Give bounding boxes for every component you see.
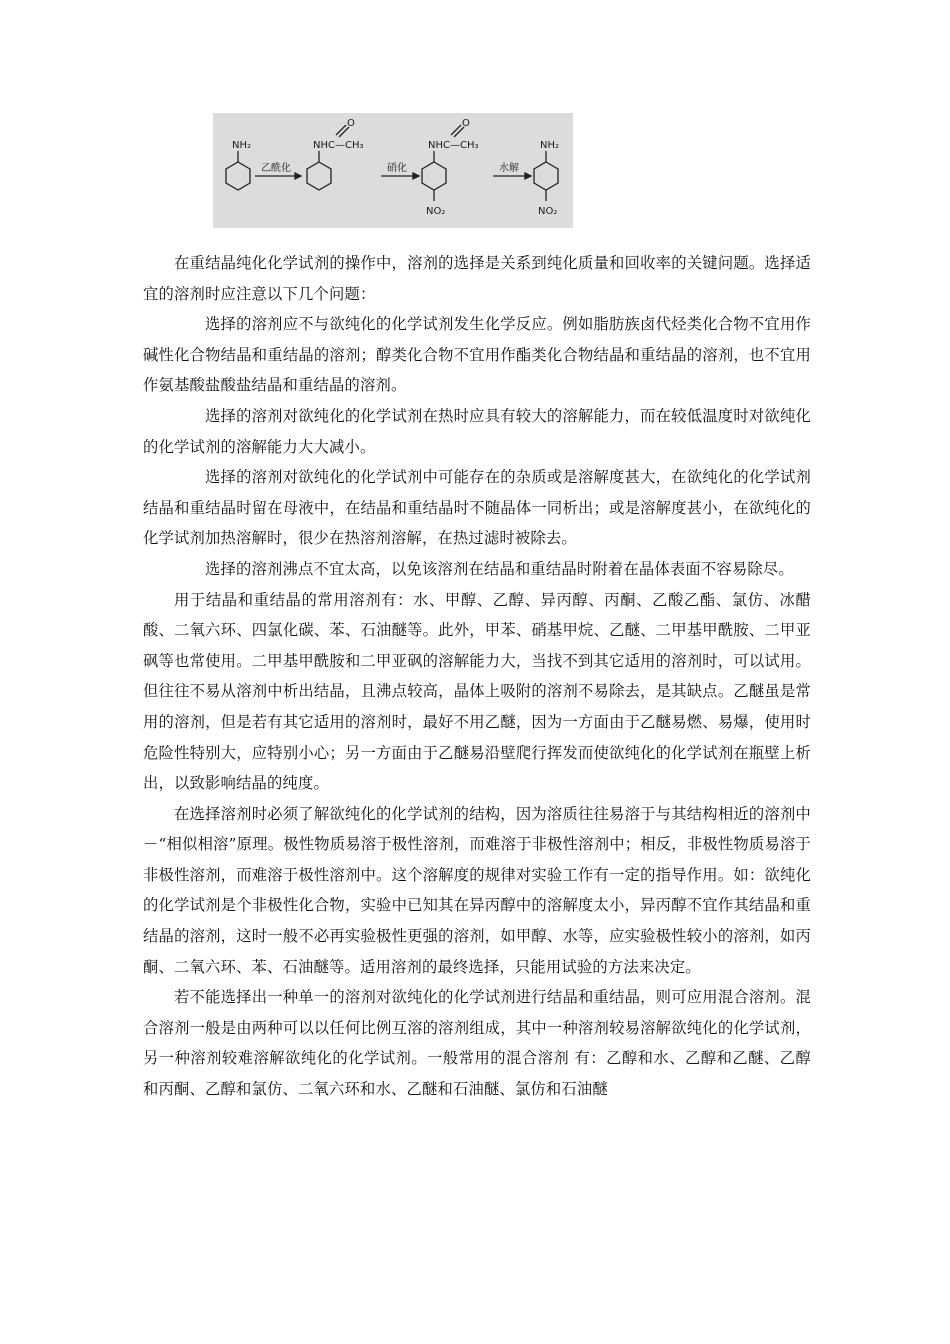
nitro-label-3: NO₂ xyxy=(426,206,446,217)
acetamide-label-3: NHC—CH₃ xyxy=(428,140,479,151)
step-hydrolysis: 水解 xyxy=(499,163,519,174)
reaction-scheme-image xyxy=(213,113,573,228)
paragraph-rule-temperature-solubility: 选择的溶剂对欲纯化的化学试剂在热时应具有较大的溶解能力，而在较低温度时对欲纯化的化学试剂的溶解能力大大减小。 xyxy=(143,406,811,456)
amine-label-1: NH₂ xyxy=(232,140,252,151)
paragraph-solvent-selection-intro: 在重结晶纯化化学试剂的操作中，溶剂的选择是关系到纯化质量和回收率的关键问题。选择适宜的溶剂时应注意以下几个问题： xyxy=(143,254,811,303)
paragraph-common-solvents: 用于结晶和重结晶的常用溶剂有：水、甲醇、乙醇、异丙醇、丙酮、乙酸乙酯、氯仿、冰醋酸、二氧六环、四氯化碳、苯、石油醚等。此外，甲苯、硝基甲烷、乙醚、二甲基甲酰胺、二甲亚砜等也常使用。二甲基甲酰胺和二甲亚砜的溶解能力大，当找不到其它适用的溶剂时，可以试用。但往往不易从溶剂中析出结晶，且沸点较高，晶体上吸附的溶剂不易除去，是其缺点。乙醚虽是常用的溶剂，但是若有其它适用的溶剂时，最好不用乙醚，因为一方面由于乙醚易燃、易爆，使用时危险性特别大，应特别小心；另一方面由于乙醚易沿壁爬行挥发而使欲纯化的化学试剂在瓶壁上析出，以致影响结晶的纯度。 xyxy=(143,590,811,793)
nitroaniline-structure xyxy=(534,151,558,201)
paragraph-like-dissolves-like: 在选择溶剂时必须了解欲纯化的化学试剂的结构，因为溶质往往易溶于与其结构相近的溶剂中－“相似相溶”原理。极性物质易溶于极性溶剂，而难溶于非极性溶剂中；相反，非极性物质易溶于非极性溶剂，而难溶于极性溶剂中。这个溶解度的规律对实验工作有一定的指导作用。如：欲纯化的化学试剂是个非极性化合物，实验中已知其在异丙醇中的溶解度太小，异丙醇不宜作其结晶和重结晶的溶剂，这时一般不必再实验极性更强的溶剂，如甲醇、水等，应实验极性较小的溶剂，如丙酮、二氧六环、苯、石油醚等。适用溶剂的最终选择，只能用试验的方法来决定。 xyxy=(143,804,811,976)
paragraph-rule-impurities: 选择的溶剂对欲纯化的化学试剂中可能存在的杂质或是溶解度甚大，在欲纯化的化学试剂结晶和重结晶时留在母液中，在结晶和重结晶时不随晶体一同析出；或是溶解度甚小，在欲纯化的化学试剂加热溶解时，很少在热溶剂溶解，在热过滤时被除去。 xyxy=(143,468,811,548)
acetamide-label-2: NHC—CH₃ xyxy=(313,140,364,151)
reaction-scheme-svg xyxy=(213,113,573,228)
nitro-label-4: NO₂ xyxy=(538,206,558,217)
amine-label-4: NH₂ xyxy=(540,140,560,151)
step-acetylation: 乙酰化 xyxy=(261,163,291,174)
carbonyl-o-2: O xyxy=(347,118,355,129)
carbonyl-o-3: O xyxy=(462,118,470,129)
acetanilide-structure xyxy=(307,125,349,190)
aniline-structure xyxy=(226,151,250,190)
body-text xyxy=(143,248,811,1105)
paragraph-rule-boiling-point: 选择的溶剂沸点不宜太高，以免该溶剂在结晶和重结晶时附着在晶体表面不容易除尽。 xyxy=(205,559,794,578)
paragraph-mixed-solvents: 若不能选择出一种单一的溶剂对欲纯化的化学试剂进行结晶和重结晶，则可应用混合溶剂。混合溶剂一般是由两种可以以任何比例互溶的溶剂组成，其中一种溶剂较易溶解欲纯化的化学试剂，另一种溶剂较难溶解欲纯化的化学试剂。一般常用的混合溶剂 有：乙醇和水、乙醇和乙醚、乙醇和丙酮、乙醇和氯仿、二氧六环和水、乙醚和石油醚、氯仿和石油醚 xyxy=(143,988,811,1099)
nitroacetanilide-structure xyxy=(422,125,464,201)
step-nitration: 硝化 xyxy=(387,163,407,174)
paragraph-rule-no-reaction: 选择的溶剂应不与欲纯化的化学试剂发生化学反应。例如脂肪族卤代烃类化合物不宜用作碱性化合物结晶和重结晶的溶剂；醇类化合物不宜用作酯类化合物结晶和重结晶的溶剂，也不宜用作氨基酸盐酸盐结晶和重结晶的溶剂。 xyxy=(143,315,811,395)
